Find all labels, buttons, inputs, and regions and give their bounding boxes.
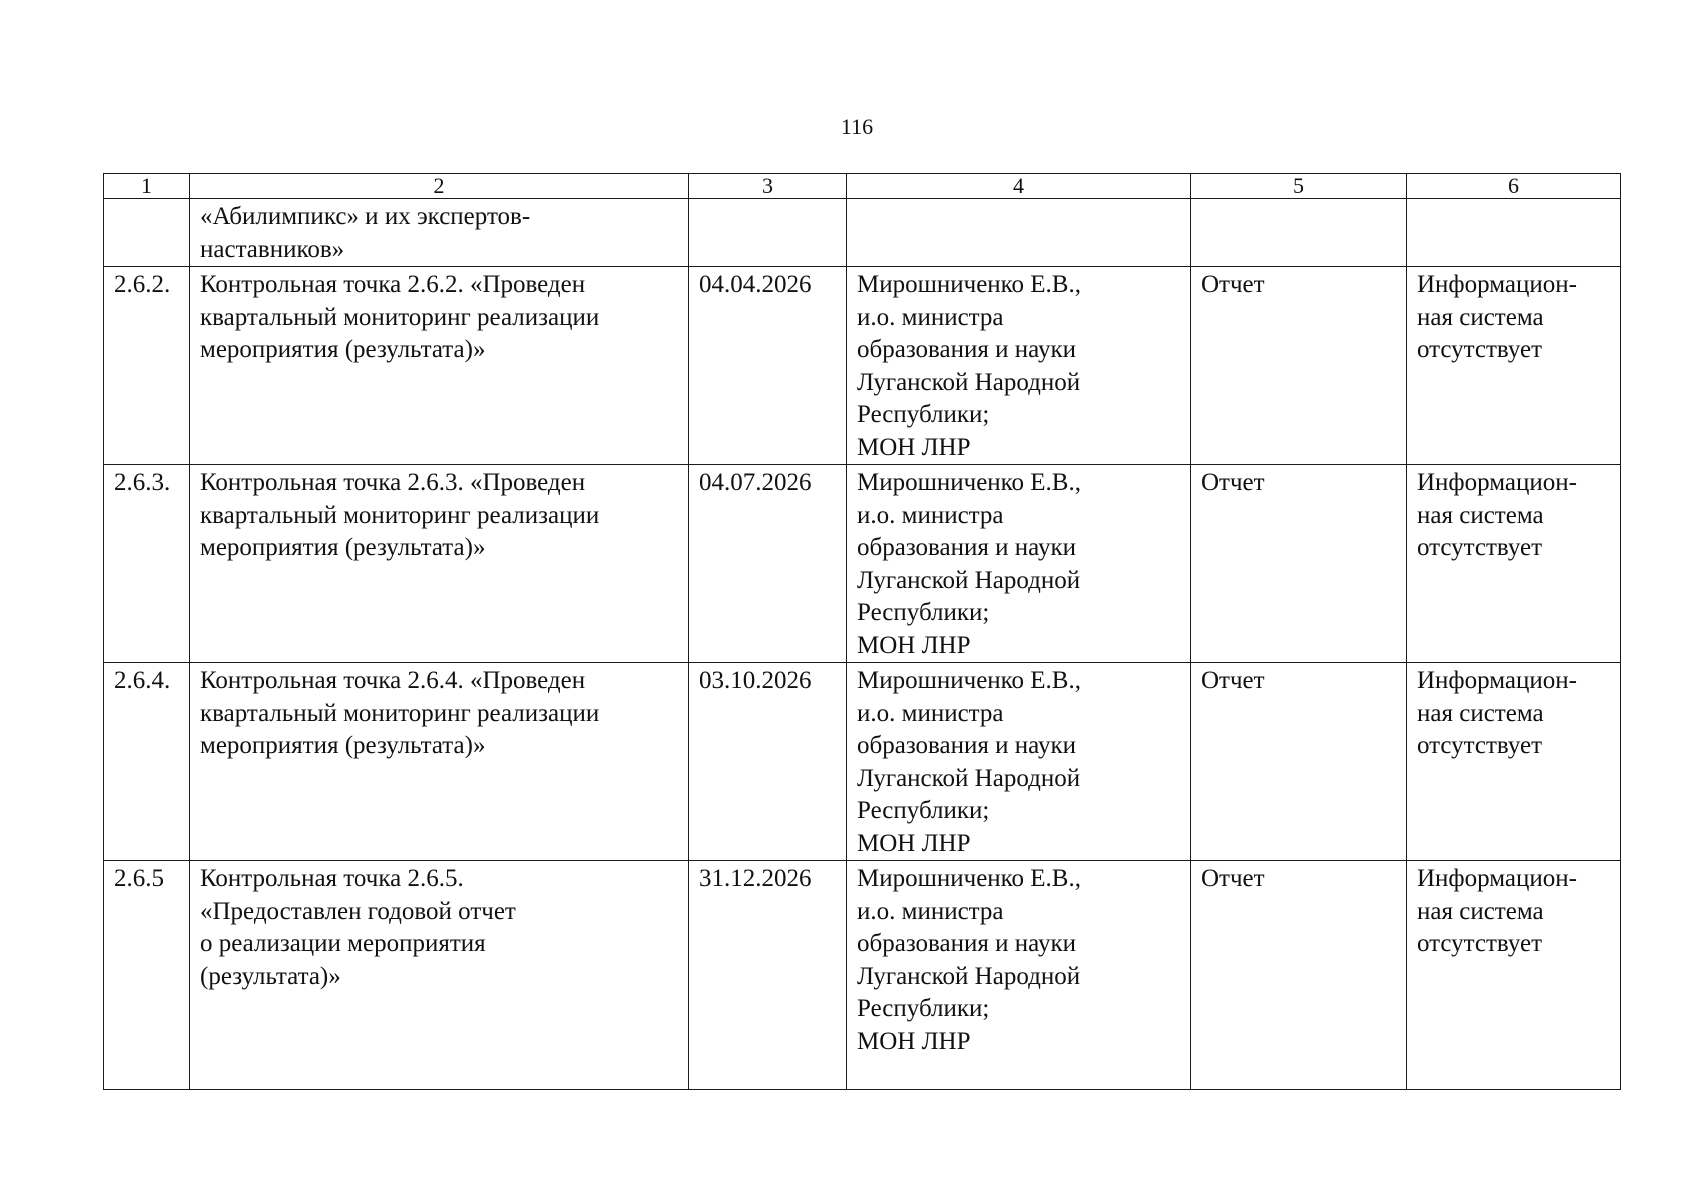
date-cell: 04.07.2026 [689, 465, 847, 663]
table-row [104, 267, 1621, 465]
info-system-cell [1407, 267, 1621, 465]
responsible-line: Мирошниченко Е.В., [857, 469, 1081, 496]
responsible-cell [847, 465, 1191, 663]
responsible-line: образования и науки [857, 930, 1076, 957]
description-line: «Абилимпикс» и их экспертов- [200, 203, 531, 230]
responsible-line: и.о. министра [857, 897, 1004, 925]
responsible-line: МОН ЛНР [857, 1027, 971, 1055]
description-line: «Предоставлен годовой отчет [200, 897, 516, 925]
table-row [104, 861, 1621, 1090]
info-system-line: отсутствует [1417, 930, 1543, 957]
document-cell: Отчет [1191, 663, 1407, 861]
info-system-line: ная система [1417, 303, 1544, 331]
description-cell [190, 465, 689, 663]
info-system-line: отсутствует [1417, 336, 1543, 363]
description-line: (результата)» [200, 962, 341, 990]
responsible-line: образования и науки [857, 336, 1076, 363]
description-line: о реализации мероприятия [200, 930, 486, 957]
info-system-line: отсутствует [1417, 732, 1543, 759]
table-row [104, 663, 1621, 861]
responsible-line: образования и науки [857, 534, 1076, 561]
description-line: Контрольная точка 2.6.5. [200, 865, 464, 892]
info-system-line: Информацион- [1417, 271, 1577, 298]
responsible-line: и.о. министра [857, 501, 1004, 529]
description-cell [190, 861, 689, 1090]
info-system-line: отсутствует [1417, 534, 1543, 561]
description-line: мероприятия (результата)» [200, 732, 486, 759]
column-header: 1 [104, 174, 190, 199]
description-line: Контрольная точка 2.6.2. «Проведен [200, 271, 586, 298]
info-system-cell [1407, 663, 1621, 861]
description-line: наставников» [200, 235, 345, 263]
responsible-line: Мирошниченко Е.В., [857, 271, 1081, 298]
date-cell: 04.04.2026 [689, 267, 847, 465]
column-header: 5 [1191, 174, 1407, 199]
responsible-cell [847, 267, 1191, 465]
info-system-cell [1407, 861, 1621, 1090]
page-number: 116 [840, 114, 874, 139]
date-cell: 31.12.2026 [689, 861, 847, 1090]
responsible-line: МОН ЛНР [857, 433, 971, 461]
info-system-line: ная система [1417, 699, 1544, 727]
responsible-line: МОН ЛНР [857, 631, 971, 659]
responsible-line: Луганской Народной [857, 566, 1081, 594]
document-cell: Отчет [1191, 267, 1407, 465]
info-system-line: ная система [1417, 501, 1544, 529]
responsible-line: Республики; [857, 797, 990, 824]
responsible-line: образования и науки [857, 732, 1076, 759]
info-system-line: ная система [1417, 897, 1544, 925]
info-system-cell [1407, 465, 1621, 663]
document-cell: Отчет [1191, 465, 1407, 663]
row-number-cell [104, 199, 190, 267]
date-cell [689, 199, 847, 267]
responsible-line: Республики; [857, 995, 990, 1022]
description-cell [190, 663, 689, 861]
description-line: квартальный мониторинг реализации [200, 501, 600, 529]
column-header: 2 [190, 174, 689, 199]
responsible-line: Луганской Народной [857, 962, 1081, 990]
description-cell [190, 199, 689, 267]
description-line: Контрольная точка 2.6.4. «Проведен [200, 667, 586, 694]
responsible-line: и.о. министра [857, 699, 1004, 727]
responsible-cell [847, 199, 1191, 267]
column-header: 4 [847, 174, 1191, 199]
row-number-cell: 2.6.2. [104, 267, 190, 465]
responsible-cell [847, 861, 1191, 1090]
row-number-cell: 2.6.5 [104, 861, 190, 1090]
description-line: мероприятия (результата)» [200, 534, 486, 561]
description-cell [190, 267, 689, 465]
document-cell [1191, 199, 1407, 267]
description-line: Контрольная точка 2.6.3. «Проведен [200, 469, 586, 496]
date-cell: 03.10.2026 [689, 663, 847, 861]
responsible-line: Мирошниченко Е.В., [857, 865, 1081, 892]
responsible-line: МОН ЛНР [857, 829, 971, 857]
info-system-line: Информацион- [1417, 469, 1577, 496]
info-system-line: Информацион- [1417, 865, 1577, 892]
row-number-cell: 2.6.4. [104, 663, 190, 861]
info-system-cell [1407, 199, 1621, 267]
column-header: 6 [1407, 174, 1621, 199]
control-points-table [103, 173, 1621, 1090]
responsible-cell [847, 663, 1191, 861]
table-row [104, 465, 1621, 663]
responsible-line: Мирошниченко Е.В., [857, 667, 1081, 694]
table-row-continuation [104, 199, 1621, 267]
description-line: квартальный мониторинг реализации [200, 699, 600, 727]
table-header-row [104, 174, 1621, 199]
responsible-line: Луганской Народной [857, 764, 1081, 792]
responsible-line: и.о. министра [857, 303, 1004, 331]
row-number-cell: 2.6.3. [104, 465, 190, 663]
document-cell: Отчет [1191, 861, 1407, 1090]
responsible-line: Республики; [857, 401, 990, 428]
column-header: 3 [689, 174, 847, 199]
responsible-line: Республики; [857, 599, 990, 626]
responsible-line: Луганской Народной [857, 368, 1081, 396]
info-system-line: Информацион- [1417, 667, 1577, 694]
description-line: мероприятия (результата)» [200, 336, 486, 363]
description-line: квартальный мониторинг реализации [200, 303, 600, 331]
